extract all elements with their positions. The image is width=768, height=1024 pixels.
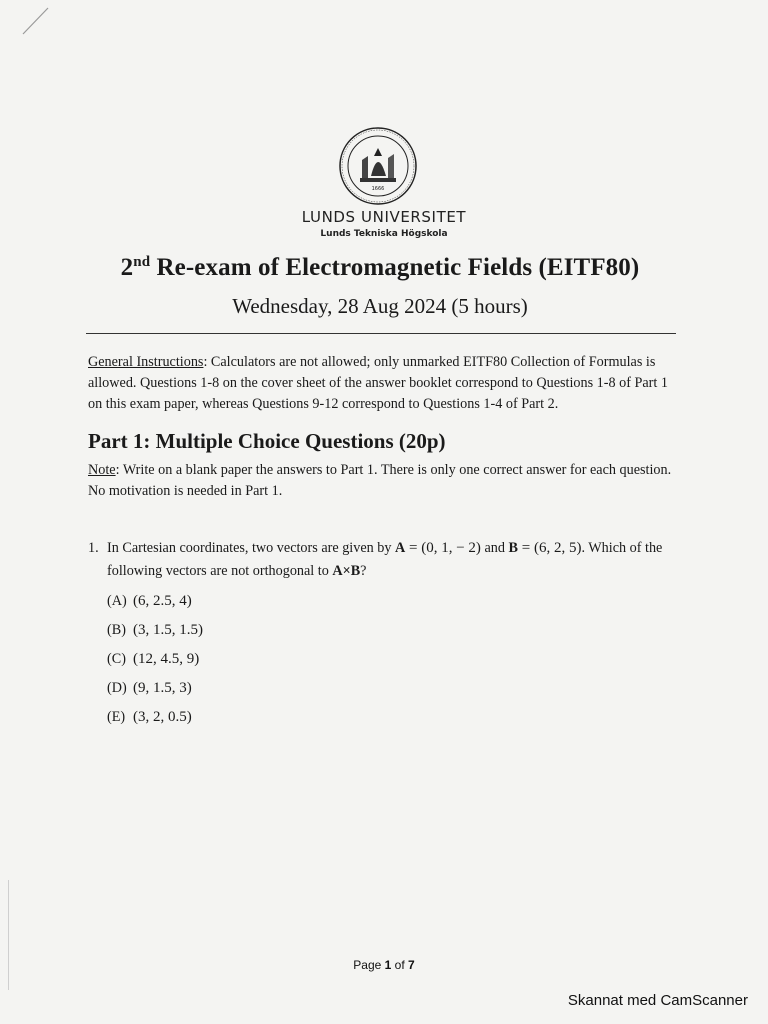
part1-note — [88, 460, 678, 502]
note-label: Note — [88, 462, 116, 478]
option-a: (A) (6, 2.5, 4) — [107, 593, 192, 609]
title-ordinal: 2 — [120, 254, 134, 281]
question-text: In Cartesian coordinates, two vectors are given by A = (0, 1, − 2) and B = (6, 2, 5). Which of the following vectors are not orthogonal to A×B? — [107, 540, 663, 579]
faculty-name: Lunds Tekniska Högskola — [320, 229, 448, 239]
pencil-stroke — [18, 4, 58, 44]
part1-heading: Part 1: Multiple Choice Questions (20p) — [88, 429, 446, 453]
question-1 — [88, 537, 688, 583]
university-name: LUNDS UNIVERSITET — [301, 208, 467, 226]
exam-title — [0, 254, 760, 282]
answer-options — [107, 590, 203, 735]
divider — [86, 333, 676, 334]
general-instructions — [88, 352, 684, 415]
exam-date: Wednesday, 28 Aug 2024 (5 hours) — [232, 294, 528, 318]
vector-a-value: = (0, 1, − 2) — [405, 540, 481, 556]
scan-edge — [8, 880, 9, 990]
title-text: Re-exam of Electromagnetic Fields (EITF80) — [150, 254, 640, 281]
option-c: (C) (12, 4.5, 9) — [107, 651, 200, 667]
option-d: (D) (9, 1.5, 3) — [107, 680, 192, 696]
vector-b-value: = (6, 2, 5) — [517, 540, 582, 556]
option-e: (E) (3, 2, 0.5) — [107, 709, 192, 725]
vector-a: A — [395, 540, 406, 556]
cross-product: A×B — [332, 563, 361, 579]
scanner-watermark: Skannat med CamScanner — [567, 992, 748, 1009]
note-text: : Write on a blank paper the answers to Part 1. There is only one correct answer for each question. No motivation is needed in Part 1. — [88, 462, 672, 499]
instructions-text: : Calculators are not allowed; only unmarked EITF80 Collection of Formulas is allowed. Questions 1-8 on the cover sheet of the answer booklet correspond to Questions 1-8 of Part 1 on this exam paper, whereas Questions 9-12 correspond to Questions 1-4 of Part 2. — [88, 354, 668, 412]
university-seal-logo — [338, 126, 418, 206]
title-ordinal-suffix: nd — [133, 254, 151, 270]
page-number: Page 1 of 7 — [353, 958, 415, 972]
svg-text:1666: 1666 — [371, 186, 385, 192]
option-b: (B) (3, 1.5, 1.5) — [107, 622, 203, 638]
question-number: 1. — [88, 540, 99, 556]
instructions-label: General Instructions — [88, 354, 204, 370]
vector-b: B — [508, 540, 518, 556]
